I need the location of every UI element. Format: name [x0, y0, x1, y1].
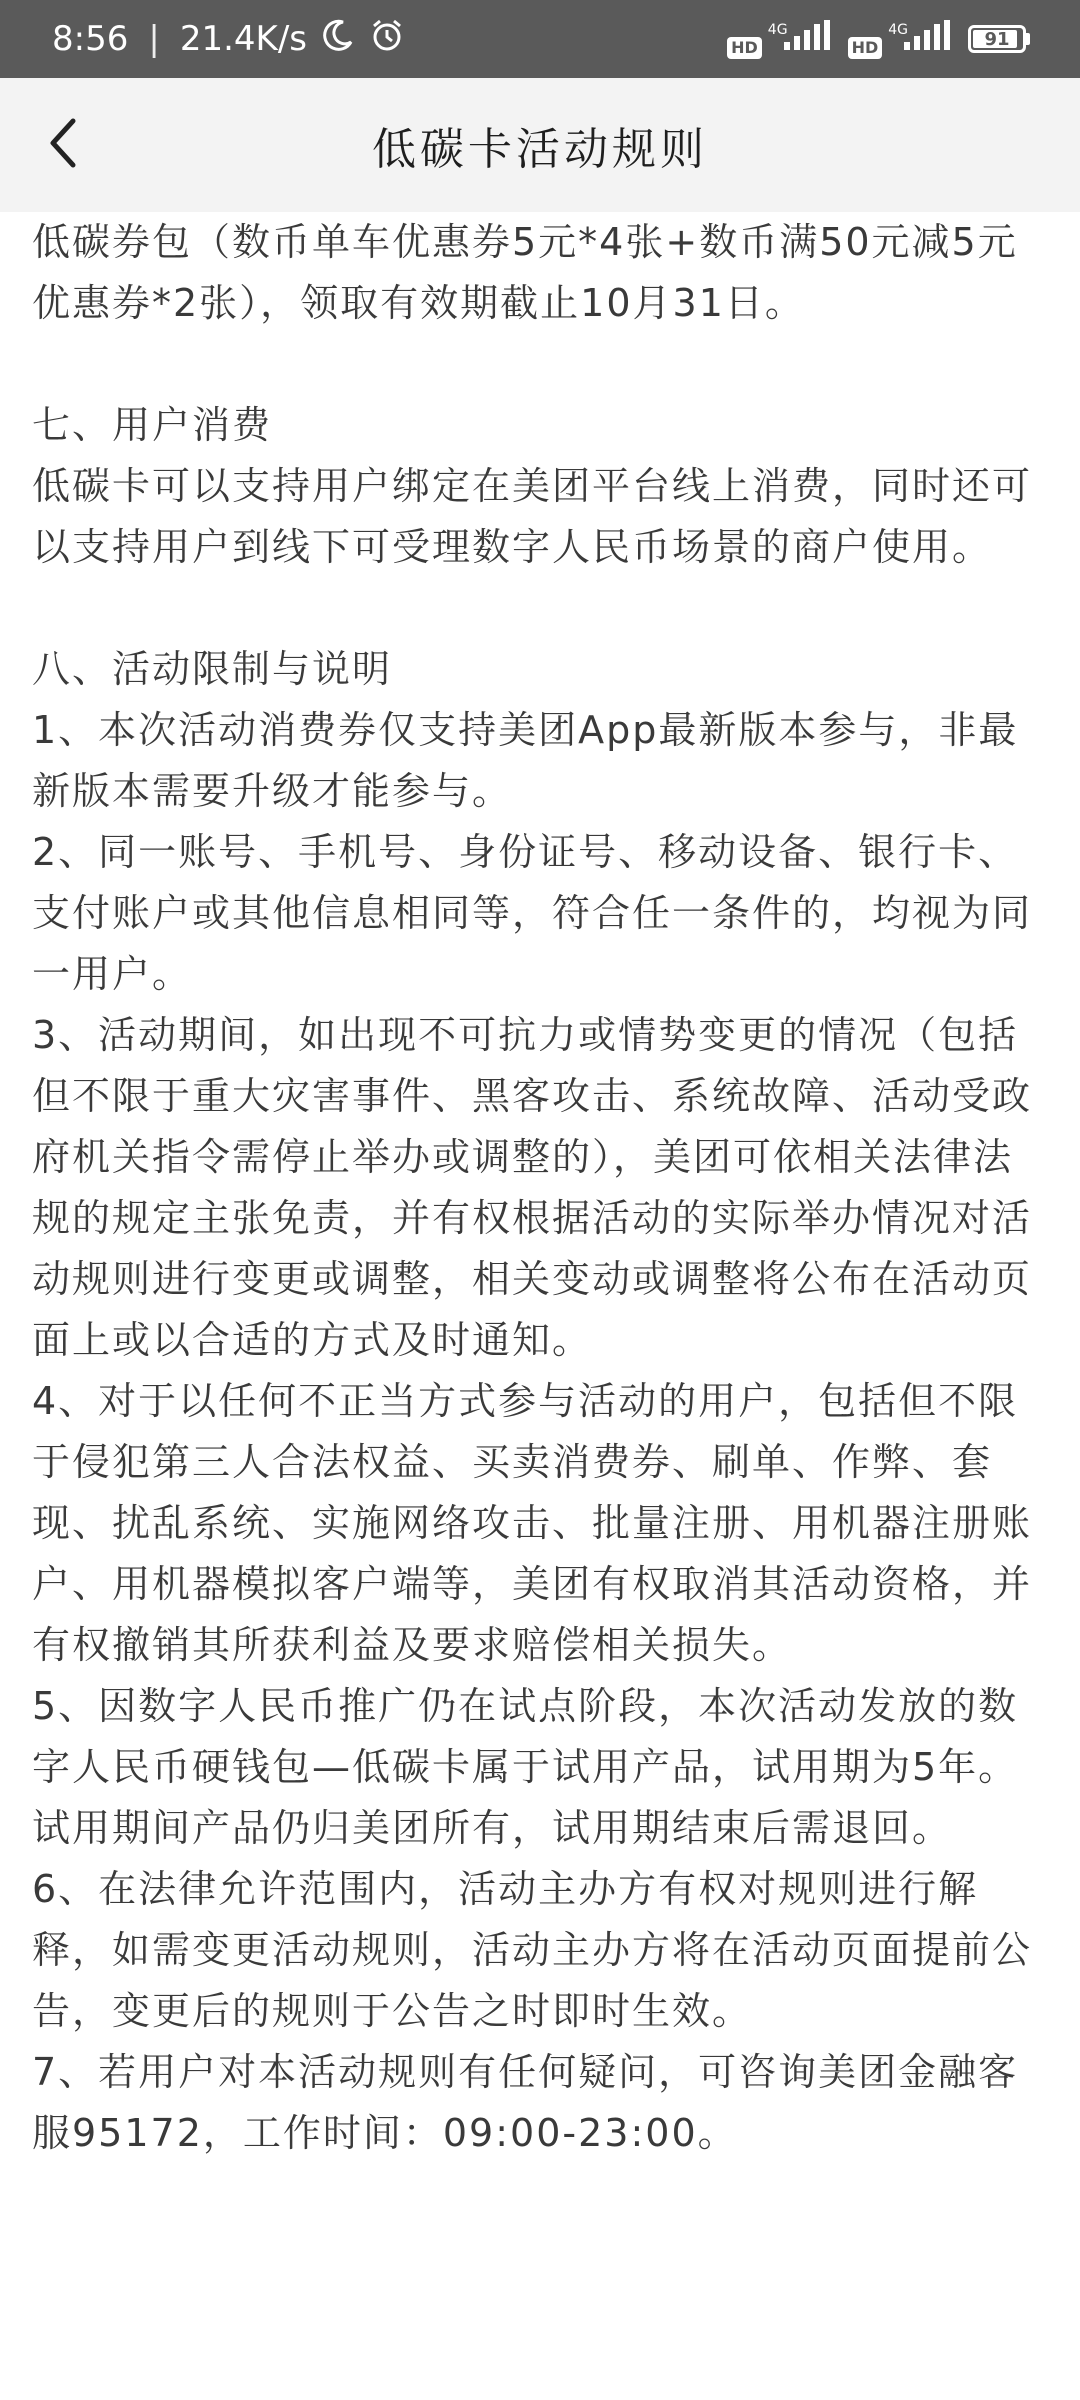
status-left — [52, 17, 405, 62]
battery-level: 91 — [984, 28, 1010, 50]
rule-item-3: 3、活动期间，如出现不可抗力或情势变更的情况（包括但不限于重大灾害事件、黑客攻击、系统故障、活动受政府机关指令需停止举办或调整的），美团可依相关法律法规的规定主张免责，并有权根据活动的实际举办情况对活动规则进行变更或调整，相关变动或调整将公布在活动页面上或以合适的方式及时通知。 — [32, 1013, 1033, 1362]
nav-bar — [0, 78, 1080, 212]
back-button[interactable] — [28, 110, 98, 180]
rule-item-2: 2、同一账号、手机号、身份证号、移动设备、银行卡、支付账户或其他信息相同等，符合任一条件的，均视为同一用户。 — [32, 830, 1033, 996]
page-title: 低碳卡活动规则 — [372, 124, 708, 175]
signal-icon — [784, 19, 830, 59]
battery-tip — [1026, 33, 1030, 45]
intro-paragraph: 低碳券包（数币单车优惠券5元*4张+数币满50元减5元优惠券*2张），领取有效期截止10月31日。 — [32, 220, 1018, 325]
status-bar — [0, 0, 1080, 78]
spacer — [32, 578, 1048, 639]
rule-item-6: 6、在法律允许范围内，活动主办方有权对规则进行解释，如需变更活动规则，活动主办方将在活动页面提前公告，变更后的规则于公告之时即时生效。 — [32, 1867, 1033, 2033]
rule-item-1: 1、本次活动消费券仅支持美团App最新版本参与，非最新版本需要升级才能参与。 — [32, 708, 1019, 813]
spacer — [32, 334, 1048, 395]
rule-item-4: 4、对于以任何不正当方式参与活动的用户，包括但不限于侵犯第三人合法权益、买卖消费券、刷单、作弊、套现、扰乱系统、实施网络攻击、批量注册、用机器注册账户、用机器模拟客户端等，美团有权取消其活动资格，并有权撤销其所获利益及要求赔偿相关损失。 — [32, 1379, 1033, 1667]
signal-icon — [904, 19, 950, 59]
rules-content — [32, 212, 1048, 2164]
chevron-left-icon — [43, 113, 83, 177]
rule-item-5: 5、因数字人民币推广仍在试点阶段，本次活动发放的数字人民币硬钱包—低碳卡属于试用产品，试用期为5年。试用期间产品仍归美团所有，试用期结束后需退回。 — [32, 1684, 1019, 1850]
clock: 8:56 — [52, 19, 129, 59]
net-type: 4G — [888, 22, 908, 38]
battery-body — [968, 25, 1026, 53]
status-separator: | — [148, 19, 160, 59]
section7-body: 低碳卡可以支持用户绑定在美团平台线上消费，同时还可以支持用户到线下可受理数字人民币场景的商户使用。 — [32, 464, 1033, 569]
net-type: 4G — [767, 22, 788, 38]
network-1 — [727, 19, 829, 59]
hd-badge: HD — [848, 37, 883, 59]
alarm-icon — [369, 17, 405, 62]
net-speed: 21.4K/s — [179, 19, 307, 59]
section8-title: 八、活动限制与说明 — [32, 647, 393, 691]
section7-title: 七、用户消费 — [32, 403, 273, 447]
network-2 — [848, 19, 950, 59]
battery-icon — [968, 25, 1030, 53]
moon-icon — [321, 18, 355, 61]
hd-badge: HD — [727, 37, 762, 59]
status-right — [727, 19, 1030, 59]
rule-item-7: 7、若用户对本活动规则有任何疑问，可咨询美团金融客服95172，工作时间：09:00-23:00。 — [32, 2050, 1019, 2155]
